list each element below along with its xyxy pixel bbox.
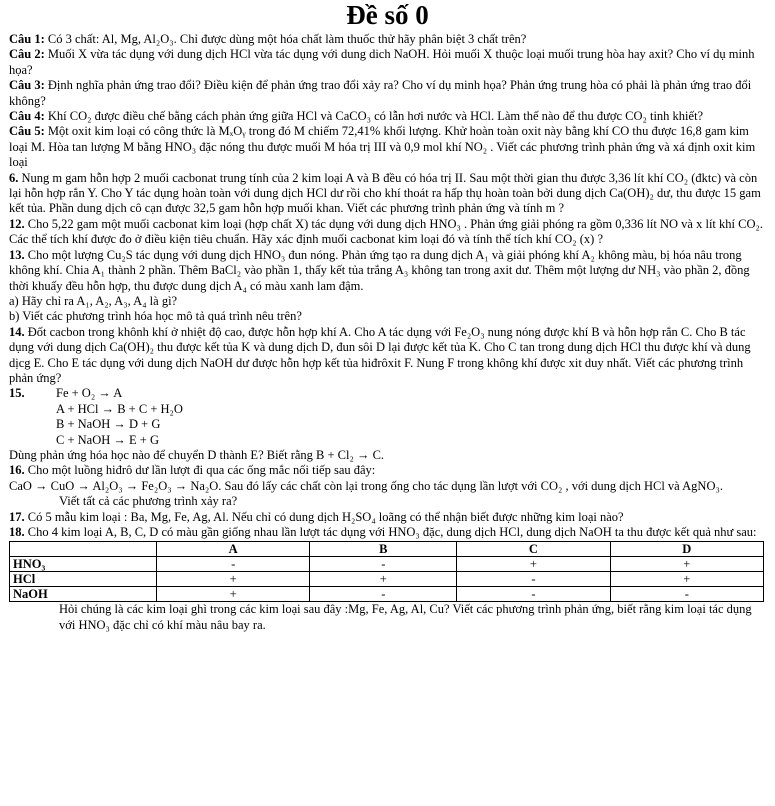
- question-number: 15.: [9, 386, 25, 401]
- question-number: 16.: [9, 463, 25, 478]
- table-cell: -: [310, 557, 457, 572]
- question-number: 14.: [9, 324, 25, 339]
- question-text: Có 5 mẫu kim loại : Ba, Mg, Fe, Ag, Al. Nếu chỉ có dung dịch H₂SO₄ loãng có thể nhận biết được những kim loại nào?: [27, 509, 624, 524]
- table-cell: +: [157, 572, 310, 587]
- question-4: [9, 109, 766, 124]
- question-12: [9, 217, 766, 248]
- reaction-chain: CaO → CuO → Al₂O₃ → Fe₂O₃ → Na₂O. Sau đó lấy các chất còn lại trong ống cho tác dụng lần lượt với CO₂ , với dung dịch HCl và AgNO₃.: [9, 478, 723, 493]
- equation: B + NaOH → D + G: [56, 417, 161, 432]
- question-text: Cho 4 kim loại A, B, C, D có màu gần giống nhau lần lượt tác dụng với HNO₃ đặc, dung dịch HCl, dung dịch NaOH ta thu được kết quả như sau:: [27, 525, 757, 539]
- table-header-row: [10, 542, 764, 557]
- question-16: [9, 463, 766, 478]
- question-number: Câu 4:: [9, 109, 45, 124]
- question-1: [9, 32, 766, 47]
- question-number: Câu 5:: [9, 124, 45, 139]
- question-number: Câu 3:: [9, 78, 45, 93]
- table-header-cell: B: [310, 542, 457, 557]
- question-text: Định nghĩa phản ứng trao đổi? Điều kiện để phản ứng trao đổi xảy ra? Cho ví dụ minh họa? Phản ứng trung hòa có phải là phản ứng trao đổi không?: [9, 78, 752, 108]
- question-text: Đốt cacbon trong khônh khí ở nhiệt độ cao, được hỗn hợp khí A. Cho A tác dụng với Fe₂O₃ nung nóng được khí B và hỗn hợp rắn C. Cho B tác dụng với dung dịch Ca(OH)₂ thu được kết tủa K và dung dịch D, đun sôi D lại được kết tủa K. Cho C tan trong dung dịch HCl thu được khí và dung dịcg E. Cho E tác dụng với dung dịch NaOH dư được hỗn hợp kết tủa hiđrôxit F. Nung F trong không khí được xit duy nhất. Viết các phương trình phản ứng?: [9, 324, 751, 385]
- table-cell: -: [610, 587, 763, 602]
- question-number: 17.: [9, 509, 25, 524]
- page-title: Đề số 0: [346, 0, 429, 30]
- question-3: [9, 78, 766, 109]
- question-17: [9, 510, 766, 525]
- question-text: Có 3 chất: Al, Mg, Al₂O₃. Chỉ được dùng một hóa chất làm thuốc thử hãy phân biệt 3 chất trên?: [47, 32, 527, 46]
- question-text: Khí CO₂ được điều chế bằng cách phản ứng giữa HCl và CaCO₃ có lẫn hơi nước và HCl. Làm thế nào để thu được CO₂ tinh khiết?: [47, 109, 704, 124]
- row-label: HNO₃: [10, 557, 157, 572]
- question-6: [9, 171, 766, 217]
- row-label: HCl: [10, 572, 157, 587]
- question-15-followup: Dùng phản ứng hóa học nào để chuyển D thành E? Biết rằng B + Cl₂ → C.: [9, 447, 385, 462]
- question-15: [9, 386, 766, 401]
- equation: Fe + O₂ → A: [56, 386, 123, 401]
- table-cell: -: [310, 587, 457, 602]
- question-text: Muối X vừa tác dụng với dung dịch HCl vừa tác dụng với dung dich NaOH. Hỏi muối X thuộc loại muối trung hòa hay axit? Cho ví dụ minh họa?: [9, 47, 755, 77]
- table-cell: -: [457, 572, 610, 587]
- table-cell: -: [157, 557, 310, 572]
- question-13-part-a: a) Hãy chỉ ra A₁, A₂, A₃, A₄ là gì?: [9, 293, 178, 308]
- question-number: 18.: [9, 525, 25, 539]
- table-header-cell: A: [157, 542, 310, 557]
- table-cell: +: [610, 557, 763, 572]
- question-text: Nung m gam hỗn hợp 2 muối cacbonat trung tính của 2 kim loại A và B đều có hóa trị II. Sau một thời gian thu được 3,36 lít khí CO₂ (đktc) và còn lại hỗn hợp rắn Y. Cho Y tác dụng hoàn toàn với dung dịch HCl dư rồi cho khí thoát ra hấp thụ hoàn toàn bởi dung dịch Ca(OH)₂ dư, thu được 15 gam kết tủa. Phần dung dịch cô cạn được 32,5 gam hỗn hợp muối khan. Viết các phương trình phản ứng và tính m ?: [9, 170, 761, 216]
- question-text: Cho một luồng hiđrô dư lần lượt đi qua các ống mắc nối tiếp sau đây:: [27, 463, 376, 478]
- question-text: Một oxit kim loại có công thức là MₓOᵧ trong đó M chiếm 72,41% khối lượng. Khử hoàn toàn oxit này bằng khí CO thu được 16,8 gam kim loại M. Hòa tan lượng M bằng HNO₃ đặc nóng thu được muối M hóa trị III và 0,9 mol khí NO₂ . Viết các phương trình phản ứng và xá định oxit kim loại: [9, 124, 756, 170]
- table-header-cell: C: [457, 542, 610, 557]
- question-13: [9, 248, 766, 294]
- results-table: [9, 541, 764, 602]
- row-label: NaOH: [10, 587, 157, 602]
- table-cell: +: [457, 557, 610, 572]
- table-cell: +: [157, 587, 310, 602]
- question-number: 6.: [9, 170, 19, 185]
- question-text: Cho một lượng Cu₂S tác dụng với dung dịch HNO₃ đun nóng. Phản ứng tạo ra dung dịch A₁ và giải phóng khí A₂ không màu, bị hóa nâu trong không khí. Chia A₁ thành 2 phần. Thêm BaCl₂ vào phần 1, thấy kết tủa trắng A₃ không tan trong axit dư. Thêm một lượng dư NH₃ vào phần 2, đồng thời khuấy đều hỗn hợp, thu được dung dịch A₄ có màu xanh lam đậm.: [9, 247, 750, 293]
- question-2: [9, 47, 766, 78]
- question-number: Câu 2:: [9, 47, 45, 62]
- table-row: [10, 587, 764, 602]
- table-cell: +: [610, 572, 763, 587]
- question-14: [9, 325, 766, 387]
- question-text: Cho 5,22 gam một muối cacbonat kim loại (hợp chất X) tác dụng với dung dịch HNO₃ . Phản ứng giải phóng ra gồm 0,336 lít NO và x lít khí CO₂. Các thể tích khí được đo ở điều kiện tiêu chuẩn. Hãy xác định muối cacbonat kim loại đó và tính thể tích khí CO₂ (x) ?: [9, 216, 763, 247]
- table-row: [10, 572, 764, 587]
- question-number: 13.: [9, 247, 25, 262]
- question-5: [9, 124, 766, 170]
- table-row: [10, 557, 764, 572]
- question-16-followup: Viết tất cả các phương trình xảy ra?: [59, 494, 238, 509]
- table-cell: -: [457, 587, 610, 602]
- equation: A + HCl → B + C + H₂O: [56, 401, 183, 416]
- table-header-cell: D: [610, 542, 763, 557]
- closing-question: Hỏi chúng là các kim loại ghì trong các kim loại sau đây :Mg, Fe, Ag, Al, Cu? Viết các phương trình phản ứng, biết rằng kim loại tác dụng với HNO₃ đặc chỉ có khí màu nâu bay ra.: [59, 602, 752, 632]
- question-number: Câu 1:: [9, 32, 45, 46]
- question-13-part-b: b) Viết các phương trình hóa học mô tả quá trình nêu trên?: [9, 309, 302, 324]
- table-cell: +: [310, 572, 457, 587]
- question-number: 12.: [9, 216, 25, 231]
- equation: C + NaOH → E + G: [56, 432, 159, 447]
- table-header-cell: [10, 542, 157, 557]
- question-18: [9, 525, 766, 540]
